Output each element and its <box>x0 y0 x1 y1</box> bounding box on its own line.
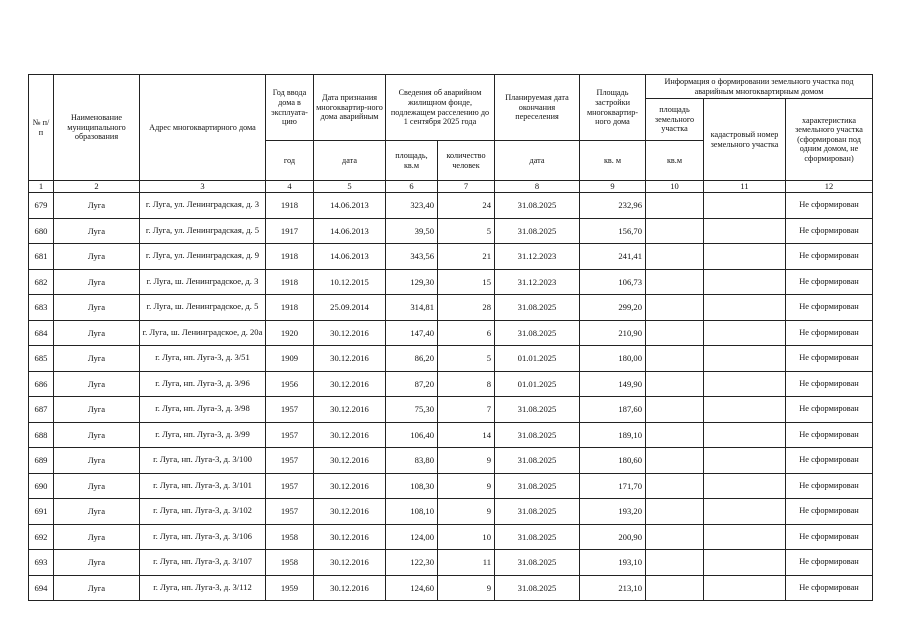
table-row <box>29 269 873 295</box>
cell-building-area: 189,10 <box>580 422 646 448</box>
header-cadastral: кадастровый номер земельного участка <box>704 99 786 181</box>
cell-address: г. Луга, ул. Ленинградская, д. 9 <box>140 244 266 270</box>
cell-recognition-date: 30.12.2016 <box>314 346 386 372</box>
cell-planned-date: 31.08.2025 <box>495 218 580 244</box>
table-row <box>29 371 873 397</box>
cell-building-area: 200,90 <box>580 524 646 550</box>
header-land-area: площадь земельного участка <box>646 99 704 141</box>
cell-planned-date: 31.08.2025 <box>495 575 580 601</box>
cell-municipality: Луга <box>54 346 140 372</box>
cell-num: 685 <box>29 346 54 372</box>
cell-land-area <box>646 550 704 576</box>
cell-num: 686 <box>29 371 54 397</box>
cell-land-area <box>646 448 704 474</box>
cell-address: г. Луга, нп. Луга-3, д. 3/106 <box>140 524 266 550</box>
cell-municipality: Луга <box>54 218 140 244</box>
cell-land-area <box>646 244 704 270</box>
cell-recognition-date: 30.12.2016 <box>314 524 386 550</box>
cell-people: 24 <box>438 193 495 219</box>
cell-building-area: 171,70 <box>580 473 646 499</box>
col-number: 5 <box>314 181 386 193</box>
cell-cadastral <box>704 473 786 499</box>
cell-status: Не сформирован <box>786 550 873 576</box>
cell-planned-date: 31.12.2023 <box>495 244 580 270</box>
table-row <box>29 218 873 244</box>
cell-cadastral <box>704 269 786 295</box>
cell-cadastral <box>704 371 786 397</box>
cell-year-built: 1917 <box>266 218 314 244</box>
cell-cadastral <box>704 524 786 550</box>
header-land-char: характеристика земельного участка (сформирован под одним домом, не сформирован) <box>786 99 873 181</box>
cell-year-built: 1918 <box>266 269 314 295</box>
cell-year-built: 1918 <box>266 295 314 321</box>
cell-recognition-date: 30.12.2016 <box>314 448 386 474</box>
table-body <box>29 193 873 601</box>
cell-recognition-date: 14.06.2013 <box>314 193 386 219</box>
cell-land-area <box>646 473 704 499</box>
cell-people: 9 <box>438 575 495 601</box>
unit-year: год <box>266 141 314 181</box>
cell-municipality: Луга <box>54 575 140 601</box>
cell-municipality: Луга <box>54 193 140 219</box>
cell-status: Не сформирован <box>786 575 873 601</box>
table-row <box>29 244 873 270</box>
cell-address: г. Луга, нп. Луга-3, д. 3/112 <box>140 575 266 601</box>
cell-num: 689 <box>29 448 54 474</box>
header-emergency-fund: Сведения об аварийном жилищном фонде, подлежащем расселению до 1 сентября 2025 года <box>386 75 495 141</box>
table-row <box>29 448 873 474</box>
cell-address: г. Луга, нп. Луга-3, д. 3/107 <box>140 550 266 576</box>
cell-planned-date: 01.01.2025 <box>495 346 580 372</box>
cell-recognition-date: 30.12.2016 <box>314 422 386 448</box>
cell-address: г. Луга, нп. Луга-3, д. 3/98 <box>140 397 266 423</box>
cell-recognition-date: 30.12.2016 <box>314 397 386 423</box>
table-row <box>29 524 873 550</box>
cell-status: Не сформирован <box>786 218 873 244</box>
header-municipality: Наименование муниципального образования <box>54 75 140 181</box>
cell-land-area <box>646 422 704 448</box>
cell-cadastral <box>704 346 786 372</box>
cell-year-built: 1957 <box>266 473 314 499</box>
cell-year-built: 1957 <box>266 422 314 448</box>
cell-planned-date: 31.08.2025 <box>495 422 580 448</box>
cell-land-area <box>646 320 704 346</box>
table-row <box>29 320 873 346</box>
header-planned-date: Планируемая дата окончания переселения <box>495 75 580 141</box>
col-number: 1 <box>29 181 54 193</box>
resettlement-table <box>28 74 873 601</box>
cell-municipality: Луга <box>54 244 140 270</box>
cell-cadastral <box>704 422 786 448</box>
cell-area: 108,10 <box>386 499 438 525</box>
cell-cadastral <box>704 244 786 270</box>
cell-area: 147,40 <box>386 320 438 346</box>
cell-building-area: 156,70 <box>580 218 646 244</box>
cell-address: г. Луга, нп. Луга-3, д. 3/96 <box>140 371 266 397</box>
cell-land-area <box>646 346 704 372</box>
cell-recognition-date: 14.06.2013 <box>314 218 386 244</box>
cell-people: 9 <box>438 499 495 525</box>
cell-address: г. Луга, нп. Луга-3, д. 3/51 <box>140 346 266 372</box>
cell-people: 5 <box>438 218 495 244</box>
cell-address: г. Луга, ш. Ленинградское, д. 5 <box>140 295 266 321</box>
cell-planned-date: 01.01.2025 <box>495 371 580 397</box>
cell-cadastral <box>704 448 786 474</box>
cell-status: Не сформирован <box>786 371 873 397</box>
cell-status: Не сформирован <box>786 295 873 321</box>
col-number: 12 <box>786 181 873 193</box>
cell-year-built: 1918 <box>266 193 314 219</box>
cell-municipality: Луга <box>54 269 140 295</box>
cell-recognition-date: 25.09.2014 <box>314 295 386 321</box>
cell-building-area: 193,10 <box>580 550 646 576</box>
cell-num: 691 <box>29 499 54 525</box>
cell-num: 690 <box>29 473 54 499</box>
cell-building-area: 210,90 <box>580 320 646 346</box>
cell-people: 21 <box>438 244 495 270</box>
cell-people: 14 <box>438 422 495 448</box>
table-row <box>29 575 873 601</box>
cell-area: 83,80 <box>386 448 438 474</box>
cell-area: 323,40 <box>386 193 438 219</box>
cell-status: Не сформирован <box>786 448 873 474</box>
cell-municipality: Луга <box>54 371 140 397</box>
cell-building-area: 187,60 <box>580 397 646 423</box>
cell-cadastral <box>704 550 786 576</box>
cell-status: Не сформирован <box>786 244 873 270</box>
cell-cadastral <box>704 397 786 423</box>
col-number: 9 <box>580 181 646 193</box>
cell-status: Не сформирован <box>786 346 873 372</box>
unit-area: площадь, кв.м <box>386 141 438 181</box>
cell-building-area: 232,96 <box>580 193 646 219</box>
cell-area: 343,56 <box>386 244 438 270</box>
unit-date-planned: дата <box>495 141 580 181</box>
table-row <box>29 397 873 423</box>
cell-municipality: Луга <box>54 295 140 321</box>
cell-cadastral <box>704 218 786 244</box>
cell-cadastral <box>704 295 786 321</box>
table-row <box>29 346 873 372</box>
col-number: 4 <box>266 181 314 193</box>
cell-area: 39,50 <box>386 218 438 244</box>
cell-land-area <box>646 575 704 601</box>
cell-people: 9 <box>438 473 495 499</box>
cell-municipality: Луга <box>54 397 140 423</box>
cell-num: 682 <box>29 269 54 295</box>
cell-area: 129,30 <box>386 269 438 295</box>
cell-address: г. Луга, ш. Ленинградское, д. 3 <box>140 269 266 295</box>
cell-year-built: 1956 <box>266 371 314 397</box>
col-number: 10 <box>646 181 704 193</box>
col-number: 7 <box>438 181 495 193</box>
cell-building-area: 149,90 <box>580 371 646 397</box>
cell-recognition-date: 30.12.2016 <box>314 575 386 601</box>
cell-num: 688 <box>29 422 54 448</box>
table-row <box>29 295 873 321</box>
cell-municipality: Луга <box>54 320 140 346</box>
cell-year-built: 1957 <box>266 499 314 525</box>
unit-date: дата <box>314 141 386 181</box>
cell-num: 692 <box>29 524 54 550</box>
cell-land-area <box>646 295 704 321</box>
cell-num: 687 <box>29 397 54 423</box>
cell-recognition-date: 30.12.2016 <box>314 473 386 499</box>
cell-land-area <box>646 218 704 244</box>
cell-area: 124,60 <box>386 575 438 601</box>
cell-people: 11 <box>438 550 495 576</box>
cell-address: г. Луга, ул. Ленинградская, д. 3 <box>140 193 266 219</box>
cell-planned-date: 31.08.2025 <box>495 193 580 219</box>
cell-status: Не сформирован <box>786 269 873 295</box>
header-land-info: Информация о формировании земельного участка под аварийным многоквартирным домом <box>646 75 873 99</box>
cell-planned-date: 31.08.2025 <box>495 320 580 346</box>
cell-num: 680 <box>29 218 54 244</box>
cell-people: 6 <box>438 320 495 346</box>
cell-people: 8 <box>438 371 495 397</box>
cell-recognition-date: 10.12.2015 <box>314 269 386 295</box>
unit-people: количество человек <box>438 141 495 181</box>
col-number: 2 <box>54 181 140 193</box>
cell-planned-date: 31.08.2025 <box>495 473 580 499</box>
cell-people: 28 <box>438 295 495 321</box>
table-row <box>29 193 873 219</box>
cell-building-area: 241,41 <box>580 244 646 270</box>
cell-people: 15 <box>438 269 495 295</box>
cell-address: г. Луга, нп. Луга-3, д. 3/99 <box>140 422 266 448</box>
cell-year-built: 1959 <box>266 575 314 601</box>
cell-address: г. Луга, нп. Луга-3, д. 3/100 <box>140 448 266 474</box>
cell-building-area: 299,20 <box>580 295 646 321</box>
cell-land-area <box>646 269 704 295</box>
cell-cadastral <box>704 575 786 601</box>
header-address: Адрес многоквартирного дома <box>140 75 266 181</box>
header-num: № п/п <box>29 75 54 181</box>
cell-municipality: Луга <box>54 422 140 448</box>
cell-municipality: Луга <box>54 448 140 474</box>
cell-num: 693 <box>29 550 54 576</box>
table-row <box>29 422 873 448</box>
cell-num: 684 <box>29 320 54 346</box>
col-number: 8 <box>495 181 580 193</box>
table-row <box>29 550 873 576</box>
cell-year-built: 1958 <box>266 524 314 550</box>
cell-people: 5 <box>438 346 495 372</box>
col-number: 11 <box>704 181 786 193</box>
cell-building-area: 213,10 <box>580 575 646 601</box>
cell-year-built: 1957 <box>266 397 314 423</box>
header-recognition-date: Дата признания многоквартир-ного дома аварийным <box>314 75 386 141</box>
cell-cadastral <box>704 499 786 525</box>
cell-municipality: Луга <box>54 524 140 550</box>
cell-status: Не сформирован <box>786 193 873 219</box>
cell-land-area <box>646 371 704 397</box>
cell-planned-date: 31.08.2025 <box>495 448 580 474</box>
cell-year-built: 1957 <box>266 448 314 474</box>
cell-planned-date: 31.08.2025 <box>495 524 580 550</box>
cell-area: 87,20 <box>386 371 438 397</box>
cell-land-area <box>646 193 704 219</box>
col-number: 3 <box>140 181 266 193</box>
cell-recognition-date: 30.12.2016 <box>314 320 386 346</box>
cell-address: г. Луга, ул. Ленинградская, д. 5 <box>140 218 266 244</box>
header-building-area: Площадь застройки многоквартир-ного дома <box>580 75 646 141</box>
cell-land-area <box>646 524 704 550</box>
cell-year-built: 1918 <box>266 244 314 270</box>
cell-area: 122,30 <box>386 550 438 576</box>
cell-num: 681 <box>29 244 54 270</box>
cell-municipality: Луга <box>54 499 140 525</box>
cell-area: 75,30 <box>386 397 438 423</box>
cell-area: 106,40 <box>386 422 438 448</box>
cell-area: 108,30 <box>386 473 438 499</box>
cell-building-area: 106,73 <box>580 269 646 295</box>
table-row <box>29 473 873 499</box>
cell-status: Не сформирован <box>786 320 873 346</box>
cell-recognition-date: 14.06.2013 <box>314 244 386 270</box>
col-number: 6 <box>386 181 438 193</box>
cell-cadastral <box>704 320 786 346</box>
cell-land-area <box>646 397 704 423</box>
cell-planned-date: 31.08.2025 <box>495 397 580 423</box>
cell-status: Не сформирован <box>786 422 873 448</box>
cell-year-built: 1909 <box>266 346 314 372</box>
cell-num: 683 <box>29 295 54 321</box>
cell-recognition-date: 30.12.2016 <box>314 371 386 397</box>
cell-status: Не сформирован <box>786 524 873 550</box>
cell-address: г. Луга, нп. Луга-3, д. 3/102 <box>140 499 266 525</box>
cell-num: 694 <box>29 575 54 601</box>
unit-sqm-land: кв.м <box>646 141 704 181</box>
cell-status: Не сформирован <box>786 473 873 499</box>
cell-area: 124,00 <box>386 524 438 550</box>
table-row <box>29 499 873 525</box>
cell-year-built: 1958 <box>266 550 314 576</box>
cell-planned-date: 31.08.2025 <box>495 295 580 321</box>
cell-building-area: 193,20 <box>580 499 646 525</box>
cell-address: г. Луга, ш. Ленинградское, д. 20а <box>140 320 266 346</box>
cell-people: 7 <box>438 397 495 423</box>
cell-recognition-date: 30.12.2016 <box>314 550 386 576</box>
cell-building-area: 180,00 <box>580 346 646 372</box>
cell-planned-date: 31.08.2025 <box>495 499 580 525</box>
cell-planned-date: 31.12.2023 <box>495 269 580 295</box>
cell-area: 86,20 <box>386 346 438 372</box>
cell-land-area <box>646 499 704 525</box>
cell-area: 314,81 <box>386 295 438 321</box>
cell-status: Не сформирован <box>786 499 873 525</box>
cell-cadastral <box>704 193 786 219</box>
cell-year-built: 1920 <box>266 320 314 346</box>
cell-municipality: Луга <box>54 550 140 576</box>
cell-building-area: 180,60 <box>580 448 646 474</box>
cell-recognition-date: 30.12.2016 <box>314 499 386 525</box>
cell-num: 679 <box>29 193 54 219</box>
cell-planned-date: 31.08.2025 <box>495 550 580 576</box>
header-year-built: Год ввода дома в эксплуата-цию <box>266 75 314 141</box>
cell-status: Не сформирован <box>786 397 873 423</box>
cell-municipality: Луга <box>54 473 140 499</box>
cell-people: 9 <box>438 448 495 474</box>
cell-address: г. Луга, нп. Луга-3, д. 3/101 <box>140 473 266 499</box>
unit-sqm: кв. м <box>580 141 646 181</box>
cell-people: 10 <box>438 524 495 550</box>
